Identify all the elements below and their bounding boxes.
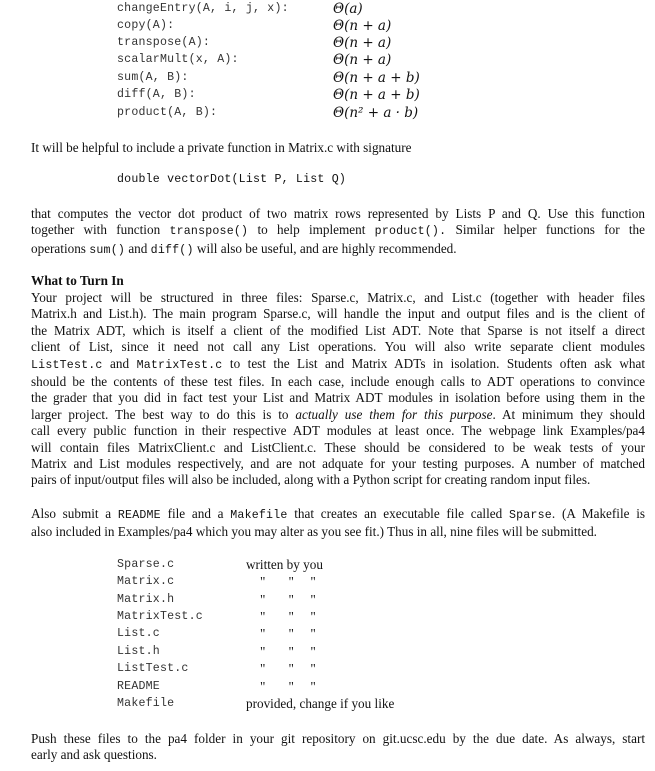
file-name: Matrix.h [117,593,175,606]
file-note: " " " [260,644,316,659]
push-paragraph [31,731,645,764]
file-note: " " " [260,679,316,694]
function-signature: double vectorDot(List P, List Q) [117,173,347,186]
file-note: provided, change if you like [246,696,395,711]
paragraph-line: Also submit a README file and a Makefile that creates an executable file called Sparse. (A Makefile is [31,506,645,522]
submit-paragraph [31,506,645,541]
operation-cost: Θ(n + a) [333,18,392,34]
operation-cost: Θ(n + a) [333,52,392,68]
file-name: Sparse.c [117,558,175,571]
paragraph-line: Your project will be structured in three files: Sparse.c, Matrix.c, and List.c (together with header files [31,290,645,305]
file-name: Makefile [117,697,175,710]
paragraph-line: also included in Examples/pa4 which you may alter as you see fit.) Thus in all, nine files will be submitted. [31,524,597,540]
operation-name: scalarMult(x, A): [117,53,239,66]
operation-name: changeEntry(A, i, j, x): [117,2,289,15]
file-note: " " " [260,574,316,589]
file-name: List.h [117,645,160,658]
operation-cost: Θ(n + a) [333,35,392,51]
paragraph-line: Matrix and List modules respectively, and are not adquate for your testing purposes. A number of matched [31,456,645,472]
paragraph-line: the grader that you did in fact test your List and Matrix ADT modules in isolation before using them in the [31,390,645,406]
file-name: ListTest.c [117,662,189,675]
paragraph-line: should be the contents of these test files. In each case, include enough calls to ADT operations to convince [31,374,645,390]
helper-paragraph [31,206,645,259]
paragraph-line: Push these files to the pa4 folder in your git repository on git.ucsc.edu by the due date. As always, start [31,731,645,746]
file-name: Matrix.c [117,575,175,588]
paragraph-line: ListTest.c and MatrixTest.c to test the List and Matrix ADTs in isolation. Students often ask what [31,355,645,372]
paragraph-line: operations sum() and diff() will also be useful, and are highly recommended. [31,240,457,257]
operation-cost: Θ(a) [333,1,363,17]
paragraph-line: that computes the vector dot product of two matrix rows represented by Lists P and Q. Use this function [31,206,645,221]
section-heading: What to Turn In [31,273,124,288]
paragraph-line: call every public function in their respective ADT modules at least once. The webpage link Examples/pa4 [31,423,645,439]
operation-name: transpose(A): [117,36,211,49]
file-note: " " " [260,661,316,676]
operation-name: diff(A, B): [117,88,196,101]
turnin-paragraph [31,290,645,489]
paragraph-line: together with function transpose() to help implement product(). Similar helper functions for the [31,222,645,239]
paragraph-line: client of List, since it need not call any List operations. You will also write separate client modules [31,339,645,355]
file-note: " " " [260,592,316,607]
file-name: MatrixTest.c [117,610,203,623]
operation-name: sum(A, B): [117,71,189,84]
operation-cost: Θ(n + a + b) [333,87,420,103]
file-name: List.c [117,627,160,640]
paragraph-line: the Matrix ADT, which is itself a client of the modified List ADT. Note that Sparse is not itself a direct [31,322,645,338]
helper-intro: It will be helpful to include a private function in Matrix.c with signature [31,140,412,155]
paragraph-line: early and ask questions. [31,747,157,763]
operation-cost: Θ(n² + a · b) [333,105,419,121]
file-name: README [117,680,160,693]
paragraph-line: will contain files MatrixClient.c and ListClient.c. These should be considered to be weak tests of your [31,439,645,455]
paragraph-line: larger project. The best way to do this is to actually use them for this purpose. At minimum they should [31,406,645,422]
paragraph-line: pairs of input/output files will also be included, along with a Python script for creating random input files. [31,472,591,488]
operation-name: product(A, B): [117,106,218,119]
file-note: " " " [260,609,316,624]
operation-cost: Θ(n + a + b) [333,70,420,86]
paragraph-line: Matrix.h and List.h). The main program Sparse.c, will handle the input and output files and is the client of [31,306,645,322]
file-note: written by you [246,557,323,572]
file-note: " " " [260,626,316,641]
operation-name: copy(A): [117,19,175,32]
